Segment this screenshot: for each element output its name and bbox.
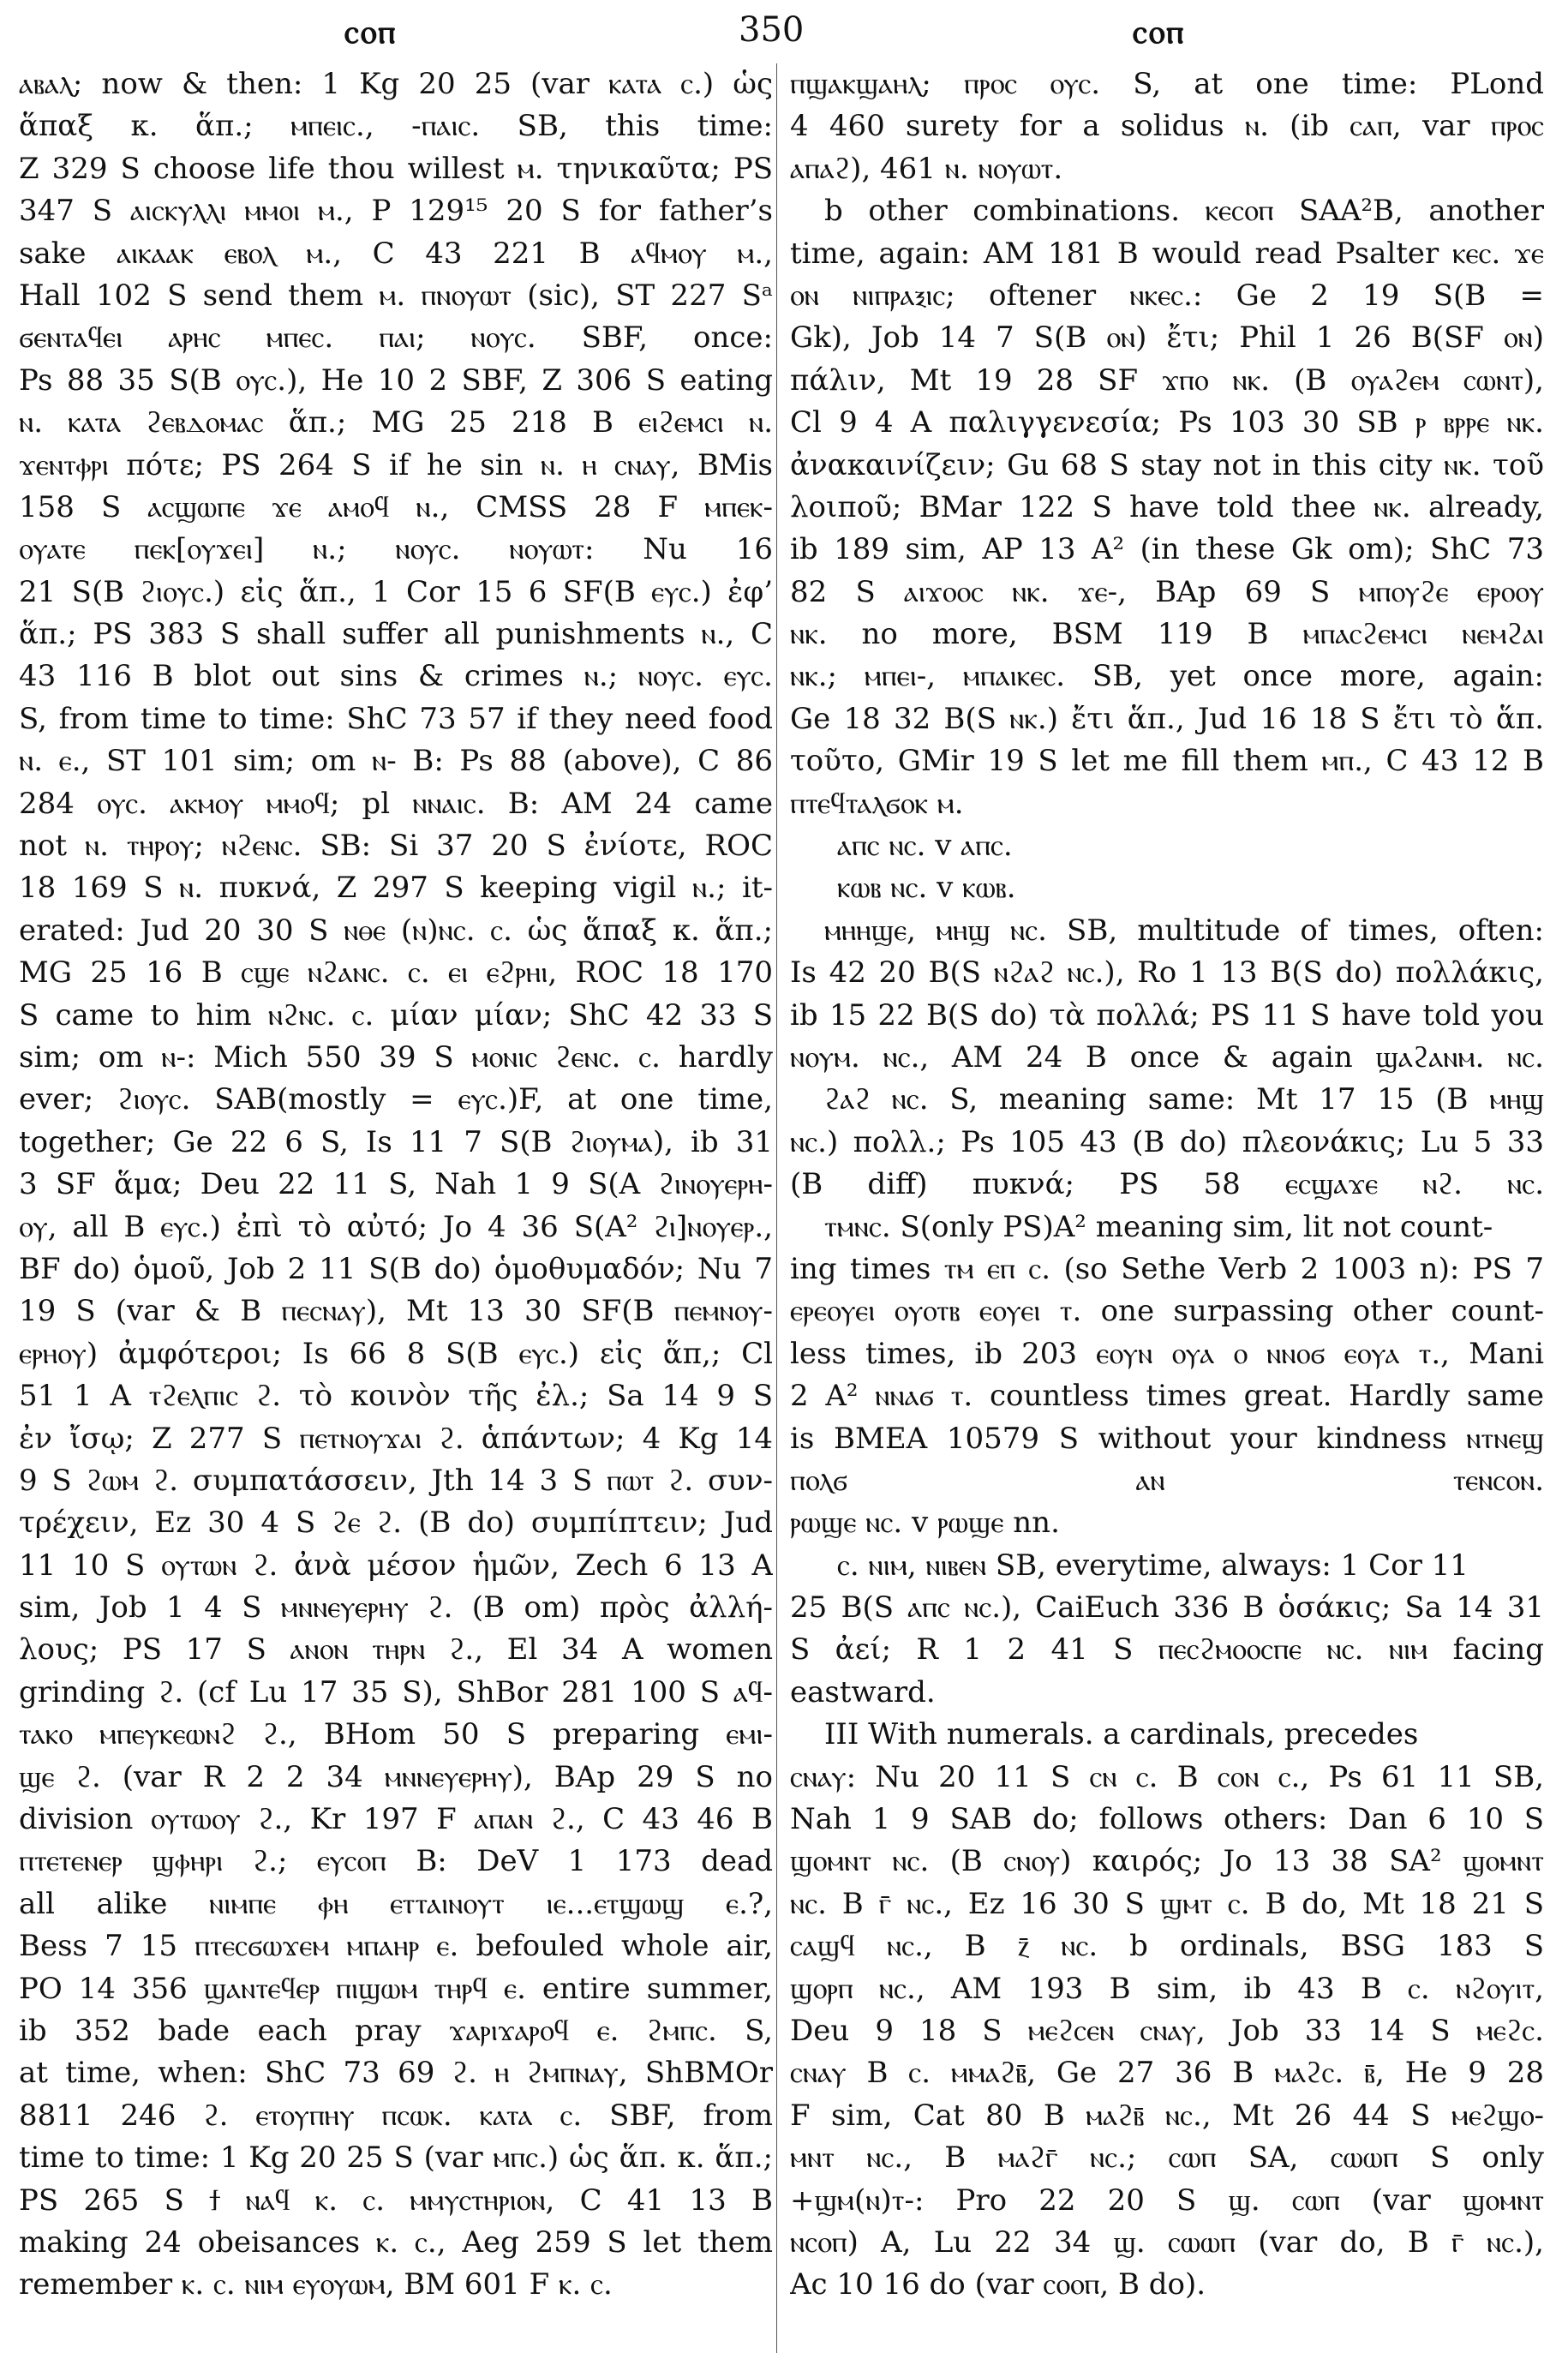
text-line: ⲥⲛⲁⲩ B ⲥ. ⲙⲙⲁϩⲃ̄, Ge 27 36 B ⲙⲁϩⲥ. ⲃ̄, He 9 28 [790,2056,1544,2091]
text-line: Is 42 20 B(S ⲛϩⲁϩ ⲛⲥ.), Ro 1 13 B(S do) πολλάκις, [790,955,1544,991]
right-running-headword: ⲥⲟⲡ [1133,12,1186,51]
text-line: (B diff) πυκνά; PS 58 ⲉⲥϣⲁϫⲉ ⲛϩ. ⲛⲥ. [790,1167,1544,1202]
text-line: ⲛⲕ.; ⲙⲡⲉⲓ-, ⲙⲡⲁⲓⲕⲉⲥ. SB, yet once more, again: [790,659,1544,694]
text-line: S ἀεί; R 1 2 41 S ⲡⲉⲥϩⲙⲟⲟⲥⲡⲉ ⲛⲥ. ⲛⲓⲙ facing [790,1632,1544,1667]
text-line: 11 10 S ⲟⲩⲧⲱⲛ ϩ. ἀνὰ μέσον ἡμῶν, Zech 6 13 A [19,1548,773,1583]
text-line: ϣⲉ ϩ. (var R 2 2 34 ⲙⲛⲛⲉⲩⲉⲣⲏⲩ), BAp 29 S no [19,1759,773,1794]
text-line: 347 S ⲁⲓⲥⲕⲩⲗⲗⲓ ⲙⲙⲟⲓ ⲙ., P 129¹⁵ 20 S for father’s [19,194,773,229]
text-line: ever; ϩⲓⲟⲩⲥ. SAB(mostly = ⲉⲩⲥ.)F, at one time, [19,1082,773,1117]
page-header [0,0,1568,60]
text-line: ib 352 bade each pray ϫⲁⲣⲓϫⲁⲣⲟϥ ⲉ. ϩⲙⲡⲥ. S, [19,2013,773,2048]
text-line: ⲟⲩ, all B ⲉⲩⲥ.) ἐπὶ τὸ αὐτό; Jo 4 36 S(A² ϩⲓ]ⲛⲟⲩⲉⲣ., [19,1209,773,1244]
text-line: ib 189 sim, AP 13 A² (in these Gk om); ShC 73 [790,532,1544,567]
text-line: ⲧⲙⲛⲥ. S(only PS)A² meaning sim, lit not count- [824,1209,1493,1244]
text-line: Z 329 S choose life thou willest ⲙ. τηνικαῦτα; PS [19,151,773,186]
text-line: 2 A² ⲛⲛⲁϭ ⲧ. countless times great. Hardly same [790,1379,1544,1414]
page-number: 350 [739,10,805,50]
text-line: ⲧⲁⲕⲟ ⲙⲡⲉⲩⲕⲉⲱⲛϩ ϩ., BHom 50 S preparing ⲉⲙⲓ- [19,1717,773,1752]
text-line: ⲣⲱϣⲉ ⲛⲥ. v ⲣⲱϣⲉ nn. [790,1506,1060,1541]
text-line: all alike ⲛⲓⲙⲡⲉ ⲫⲏ ⲉⲧⲧⲁⲓⲛⲟⲩⲧ ⲓⲉ...ⲉⲧϣⲱϣ ⲉ.?, [19,1886,773,1921]
text-line: ⲛⲟⲩⲙ. ⲛⲥ., AM 24 B once & again ϣⲁϩⲁⲛⲙ. ⲛⲥ. [790,1039,1544,1075]
text-line: S came to him ⲛϩⲛⲥ. ⲥ. μίαν μίαν; ShC 42 33 S [19,997,773,1033]
text-line: πάλιν, Mt 19 28 SF ϫⲡⲟ ⲛⲕ. (B ⲟⲩⲁϩⲉⲙ ⲥⲱⲛⲧ), [790,362,1544,398]
text-line: ϭⲉⲛⲧⲁϥⲉⲓ ⲁⲣⲏⲥ ⲙⲡⲉⲥ. ⲡⲁⲓ; ⲛⲟⲩⲥ. SBF, once: [19,320,773,356]
text-line: time to time: 1 Kg 20 25 S (var ⲙⲡⲥ.) ὡς ἅπ. κ. ἅπ.; [19,2140,773,2176]
text-line: ϣⲟⲣⲡ ⲛⲥ., AM 193 B sim, ib 43 B ⲥ. ⲛϩⲟⲩⲓⲧ, [790,1971,1544,2006]
text-line: Deu 9 18 S ⲙⲉϩⲥⲉⲛ ⲥⲛⲁⲩ, Job 33 14 S ⲙⲉϩⲥ. [790,2013,1544,2048]
text-line: ⲡϣⲁⲕϣⲁⲏⲗ; ⲡⲣⲟⲥ ⲟⲩⲥ. S, at one time: PLond [790,67,1544,101]
text-line: 19 S (var & B ⲡⲉⲥⲛⲁⲩ), Mt 13 30 SF(B ⲡⲉⲙⲛⲟⲩ- [19,1294,773,1329]
text-line: ⲉⲣⲏⲟⲩ) ἀμφότεροι; Is 66 8 S(B ⲉⲩⲥ.) εἰς ἅπ,; Cl [19,1336,773,1371]
text-line: less times, ib 203 ⲉⲟⲩⲛ ⲟⲩⲁ ⲟ ⲛⲛⲟϭ ⲉⲟⲩⲁ ⲧ., Mani [790,1336,1544,1371]
text-line: ϩⲁϩ ⲛⲥ. S, meaning same: Mt 17 15 (B ⲙⲏϣ [824,1082,1544,1117]
text-line: ⲛ. ⲕⲁⲧⲁ ϩⲉⲃⲇⲟⲙⲁⲥ ἅπ.; MG 25 218 B ⲉⲓϩⲉⲙⲥⲓ ⲛ. [19,405,773,440]
text-line: +ϣⲙ(ⲛ)ⲧ-: Pro 22 20 S ϣ. ⲥⲱⲡ (var ϣⲟⲙⲛⲧ [790,2182,1544,2218]
text-line: λους; PS 17 S ⲁⲛⲟⲛ ⲧⲏⲣⲛ ϩ., El 34 A women [19,1632,773,1667]
text-line: S, from time to time: ShC 73 57 if they need food [19,701,773,736]
text-line: ⲁⲃⲁⲗ; now & then: 1 Kg 20 25 (var ⲕⲁⲧⲁ ⲥ.) ὡς [19,67,773,101]
text-line: b other combinations. ⲕⲉⲥⲟⲡ SAA²B, another [824,194,1544,229]
text-line: Cl 9 4 A παλιγγενεσία; Ps 103 30 SB ⲣ ⲃⲣⲣⲉ ⲛⲕ. [790,405,1544,440]
text-line: eastward. [790,1674,936,1709]
text-line: ⲛⲕ. no more, BSM 119 B ⲙⲡⲁⲥϩⲉⲙⲥⲓ ⲛⲉⲙϩⲁⲓ [790,617,1544,652]
text-line: 21 S(B ϩⲓⲟⲩⲥ.) εἰς ἅπ., 1 Cor 15 6 SF(B ⲉⲩⲥ.) ἐφ’ [19,574,773,609]
text-line: BF do) ὁμοῦ, Job 2 11 S(B do) ὁμοθυμαδόν; Nu 7 [19,1251,773,1286]
text-line: is BMEA 10579 S without your kindness ⲛⲧⲛⲉϣ [790,1421,1544,1456]
text-line: ⲥⲁϣϥ ⲛⲥ., B ⲍ̄ ⲛⲥ. b ordinals, BSG 183 S [790,1929,1544,1964]
text-line: ⲟⲩⲁⲧⲉ ⲡⲉⲕ[ⲟⲩϫⲉⲓ] ⲛ.; ⲛⲟⲩⲥ. ⲛⲟⲩⲱⲧ: Nu 16 [19,532,773,567]
text-line: PO 14 356 ϣⲁⲛⲧⲉϥⲉⲣ ⲡⲓϣⲱⲙ ⲧⲏⲣϥ ⲉ. entire summer, [19,1971,773,2006]
text-line: Ac 10 16 do (var ⲥⲟⲟⲡ, B do). [790,2267,1206,2302]
text-line: at time, when: ShC 73 69 ϩ. ⲏ ϩⲙⲡⲛⲁⲩ, ShBMOr [19,2056,773,2091]
text-line: ἀνακαινίζειν; Gu 68 S stay not in this city ⲛⲕ. τοῦ [790,447,1544,482]
left-running-headword: ⲥⲟⲡ [344,12,398,51]
text-line: ⲁⲡⲥ ⲛⲥ. v ⲁⲡⲥ. [837,829,1013,864]
text-line: λοιποῦ; BMar 122 S have told thee ⲛⲕ. already, [790,489,1544,524]
text-line: ⲟⲛ ⲛⲓⲡⲣⲁⲝⲓⲥ; oftener ⲛⲕⲉⲥ.: Ge 2 19 S(B = [790,278,1544,313]
text-line: Ps 88 35 S(B ⲟⲩⲥ.), He 10 2 SBF, Z 306 S eating [19,362,773,398]
text-line: together; Ge 22 6 S, Is 11 7 S(B ϩⲓⲟⲩⲙⲁ), ib 31 [19,1124,773,1159]
text-line: making 24 obeisances ⲕ. ⲥ., Aeg 259 S let them [19,2224,773,2260]
text-line: division ⲟⲩⲧⲱⲟⲩ ϩ., Kr 197 F ⲁⲡⲁⲛ ϩ., C 43 46 B [19,1802,773,1837]
right-column [790,63,1544,2353]
text-line: 4 460 surety for a solidus ⲛ. (ib ⲥⲁⲡ, var ⲡⲣⲟⲥ [790,109,1544,144]
text-line: ⲛⲥ.) πολλ.; Ps 105 43 (B do) πλεονάκις; Lu 5 33 [790,1124,1544,1159]
text-line: ⲡⲧⲉϥⲧⲁⲗϭⲟⲕ ⲙ. [790,786,964,821]
text-line: ⲙⲛⲧ ⲛⲥ., B ⲙⲁϩⲅ̄ ⲛⲥ.; ⲥⲱⲡ SA, ⲥⲱⲱⲡ S only [790,2140,1544,2176]
text-line: not ⲛ. ⲧⲏⲣⲟⲩ; ⲛϩⲉⲛⲥ. SB: Si 37 20 S ἐνίοτε, ROC [19,829,773,864]
text-line: remember ⲕ. ⲥ. ⲛⲓⲙ ⲉⲩⲟⲩⲱⲙ, BM 601 F ⲕ. ⲥ. [19,2267,613,2302]
text-line: τοῦτο, GMir 19 S let me fill them ⲙⲡ., C 43 12 B [790,744,1544,779]
text-line: MG 25 16 B ⲥϣⲉ ⲛϩⲁⲛⲥ. ⲥ. ⲉⲓ ⲉϩⲣⲏⲓ, ROC 18 170 [19,955,773,991]
text-line: ⲛⲥⲟⲡ) A, Lu 22 34 ϣ. ⲥⲱⲱⲡ (var do, B ⲅ̄ ⲛⲥ.), [790,2224,1544,2260]
column-divider [776,63,777,2353]
text-line: time, again: AM 181 B would read Psalter ⲕⲉⲥ. ϫⲉ [790,236,1544,271]
text-line: F sim, Cat 80 B ⲙⲁϩⲃ̄ ⲛⲥ., Mt 26 44 S ⲙⲉϩϣⲟ- [790,2098,1544,2133]
text-line: Hall 102 S send them ⲙ. ⲡⲛⲟⲩⲱⲧ (sic), ST 227 Sᵃ [19,278,773,313]
text-line: ϫⲉⲛⲧⲫⲣⲓ πότε; PS 264 S if he sin ⲛ. ⲏ ⲥⲛⲁⲩ, BMis [19,447,773,482]
text-line: ἐν ἴσῳ; Z 277 S ⲡⲉⲧⲛⲟⲩϫⲁⲓ ϩ. ἁπάντων; 4 Kg 14 [19,1421,773,1456]
text-line: ⲡⲧⲉⲧⲉⲛⲉⲣ ϣⲫⲏⲣⲓ ϩ.; ⲉⲩⲥⲟⲡ B: DeV 1 173 dead [19,1844,773,1879]
text-line: 82 S ⲁⲓϫⲟⲟⲥ ⲛⲕ. ϫⲉ-, BAp 69 S ⲙⲡⲟⲩϩⲉ ⲉⲣⲟⲟⲩ [790,574,1544,609]
text-line: 284 ⲟⲩⲥ. ⲁⲕⲙⲟⲩ ⲙⲙⲟϥ; pl ⲛⲛⲁⲓⲥ. B: AM 24 came [19,786,773,821]
text-line: 51 1 A ⲧϩⲉⲗⲡⲓⲥ ϩ. τὸ κοινὸν τῆς ἐλ.; Sa 14 9 S [19,1379,773,1414]
text-line: ⲙⲏⲏϣⲉ, ⲙⲏϣ ⲛⲥ. SB, multitude of times, often: [824,913,1544,948]
text-line: ing times ⲧⲙ ⲉⲡ ⲥ. (so Sethe Verb 2 1003 n): PS 7 [790,1251,1544,1286]
text-line: 9 S ϩⲱⲙ ϩ. συμπατάσσειν, Jth 14 3 S ⲡⲱⲧ ϩ. συν- [19,1463,773,1498]
text-line: Bess 7 15 ⲡⲧⲉⲥϭⲱϫⲉⲙ ⲙⲡⲁⲏⲣ ⲉ. befouled whole air, [19,1929,773,1964]
text-line: Ge 18 32 B(S ⲛⲕ.) ἔτι ἅπ., Jud 16 18 S ἔτι τὸ ἅπ. [790,701,1544,736]
text-line: τρέχειν, Ez 30 4 S ϩⲉ ϩ. (B do) συμπίπτειν; Jud [19,1506,773,1541]
text-line: ϣⲟⲙⲛⲧ ⲛⲥ. (B ⲥⲛⲟⲩ) καιρός; Jo 13 38 SA² ϣⲟⲙⲛⲧ [790,1844,1544,1879]
text-line: 158 S ⲁⲥϣⲱⲡⲉ ϫⲉ ⲁⲙⲟϥ ⲛ., CMSS 28 F ⲙⲡⲉⲕ- [19,489,773,524]
text-line: ⲛ. ⲉ., ST 101 sim; om ⲛ- B: Ps 88 (above), C 86 [19,744,773,779]
text-line: ⲛⲥ. B ⲅ̄ ⲛⲥ., Ez 16 30 S ϣⲙⲧ ⲥ. B do, Mt 18 21 S [790,1886,1544,1921]
text-line: 25 B(S ⲁⲡⲥ ⲛⲥ.), CaiEuch 336 B ὁσάκις; Sa 14 31 [790,1590,1544,1626]
text-line: ⲡⲟⲗϭ ⲁⲛ ⲧⲉⲛⲥⲟⲛ. [790,1463,1544,1498]
text-line: ⲉⲣⲉⲟⲩⲉⲓ ⲟⲩⲟⲧⲃ ⲉⲟⲩⲉⲓ ⲧ. one surpassing other count- [790,1294,1544,1329]
text-line: ⲥ. ⲛⲓⲙ, ⲛⲓⲃⲉⲛ SB, everytime, always: 1 Cor 11 [837,1548,1469,1583]
text-line: sim; om ⲛ-: Mich 550 39 S ⲙⲟⲛⲓⲥ ϩⲉⲛⲥ. ⲥ. hardly [19,1039,773,1075]
text-line: ἅπαξ κ. ἅπ.; ⲙⲡⲉⲓⲥ., -ⲡⲁⲓⲥ. SB, this time: [19,109,773,144]
text-line: 8811 246 ϩ. ⲉⲧⲟⲩⲡⲏⲩ ⲡⲥⲱⲕ. ⲕⲁⲧⲁ ⲥ. SBF, from [19,2098,773,2133]
text-line: 3 SF ἅμα; Deu 22 11 S, Nah 1 9 S(A ϩⲓⲛⲟⲩⲉⲣⲏ- [19,1167,773,1202]
text-line: 18 169 S ⲛ. πυκνά, Z 297 S keeping vigil ⲛ.; it- [19,871,773,906]
text-line: PS 265 S ϯ ⲛⲁϥ ⲕ. ⲥ. ⲙⲙⲩⲥⲧⲏⲣⲓⲟⲛ, C 41 13 B [19,2182,773,2218]
text-line: ἅπ.; PS 383 S shall suffer all punishments ⲛ., C [19,617,773,652]
text-line: grinding ϩ. (cf Lu 17 35 S), ShBor 281 100 S ⲁϥ- [19,1674,773,1709]
text-line: ⲕⲱⲃ ⲛⲥ. v ⲕⲱⲃ. [837,871,1016,906]
text-line: sim, Job 1 4 S ⲙⲛⲛⲉⲩⲉⲣⲏⲩ ϩ. (B om) πρὸς ἀλλή- [19,1590,773,1626]
text-line: sake ⲁⲓⲕⲁⲁⲕ ⲉⲃⲟⲗ ⲙ., C 43 221 B ⲁϥⲙⲟⲩ ⲙ., [19,236,773,271]
text-line: ib 15 22 B(S do) τὰ πολλά; PS 11 S have told you [790,997,1544,1033]
text-line: erated: Jud 20 30 S ⲛⲑⲉ (ⲛ)ⲛⲥ. ⲥ. ὡς ἅπαξ κ. ἅπ.; [19,913,773,948]
text-line: Nah 1 9 SAB do; follows others: Dan 6 10 S [790,1802,1544,1837]
text-line: ⲁⲡⲁϩ), 461 ⲛ. ⲛⲟⲩⲱⲧ. [790,151,1063,186]
text-line: 43 116 B blot out sins & crimes ⲛ.; ⲛⲟⲩⲥ. ⲉⲩⲥ. [19,659,773,694]
text-line: Gk), Job 14 7 S(B ⲟⲛ) ἔτι; Phil 1 26 B(SF ⲟⲛ) [790,320,1544,356]
text-line: III With numerals. a cardinals, precedes [824,1717,1419,1752]
text-line: ⲥⲛⲁⲩ: Nu 20 11 S ⲥⲛ ⲥ. B ⲥⲟⲛ ⲥ., Ps 61 11 SB, [790,1759,1544,1794]
left-column [19,63,773,2353]
